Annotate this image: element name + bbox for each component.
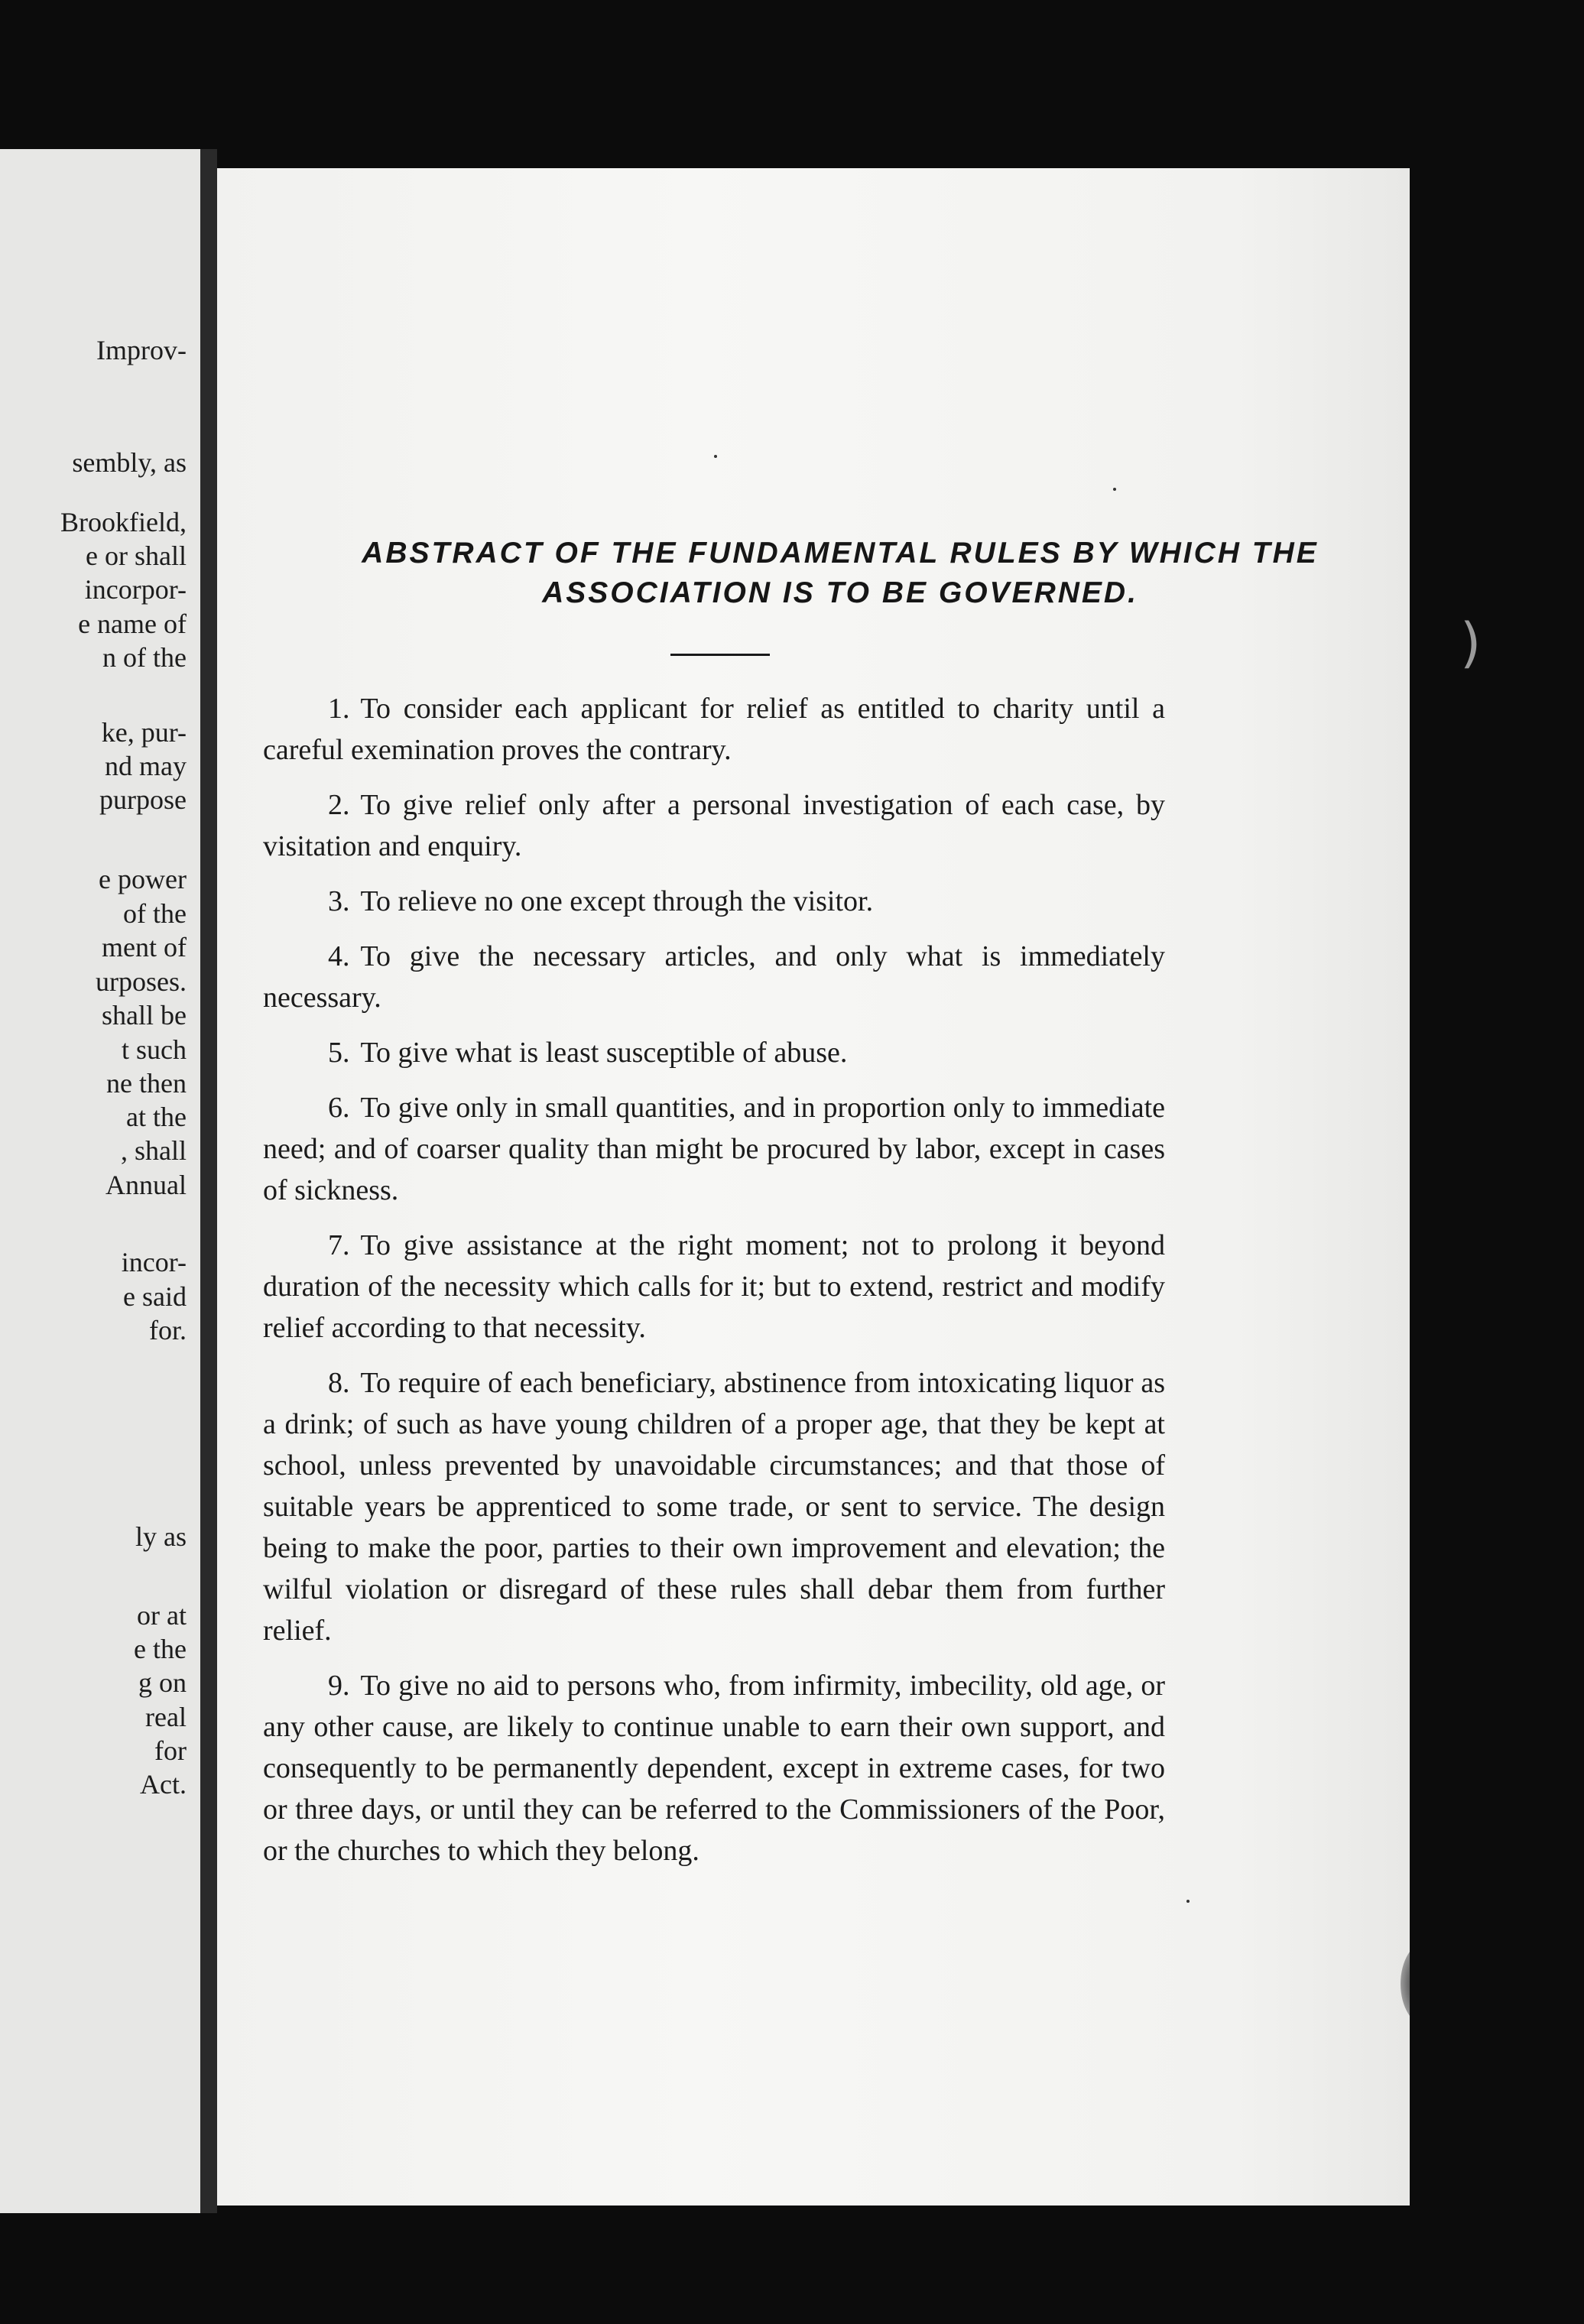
rule-number: 9. (328, 1670, 350, 1702)
heading-divider (670, 654, 770, 656)
left-page-text-fragment: incor- (121, 1247, 187, 1277)
rule-text: To give assistance at the right moment; not to prolong it beyond duration of the necessity which calls for it; but to extend, restrict and modify relief according to that necessity. (263, 1229, 1165, 1344)
rule-item (263, 1087, 1165, 1211)
left-page-text-fragment: real (145, 1702, 187, 1732)
rule-number: 4. (328, 940, 350, 972)
left-page-text-fragment: g on (138, 1667, 187, 1698)
left-page-text-fragment: purpose (99, 784, 187, 815)
rule-item (263, 1032, 1165, 1073)
rules-list (263, 688, 1165, 1885)
paper-speck (1186, 1900, 1190, 1903)
left-page-text-fragment: ment of (102, 932, 187, 962)
left-page-text-fragment: e power (99, 864, 187, 894)
left-page-text-fragment: at the (126, 1102, 187, 1132)
rule-item (263, 784, 1165, 867)
left-page-text-fragment: Brookfield, (60, 507, 187, 537)
rule-item (263, 1362, 1165, 1651)
left-page-text-fragment: Annual (105, 1170, 187, 1200)
left-page-text-fragment: t such (122, 1034, 187, 1065)
rule-number: 6. (328, 1092, 350, 1124)
left-page-text-fragment: for (154, 1735, 187, 1766)
ink-stain (1401, 1942, 1410, 2026)
rule-item (263, 688, 1165, 771)
left-page-text-fragment: of the (123, 898, 187, 929)
paper-speck (714, 455, 717, 458)
left-page-text-fragment: ke, pur- (101, 717, 187, 748)
left-page-text-fragment: urposes. (96, 966, 187, 997)
rule-text: To give no aid to persons who, from infirmity, imbecility, old age, or any other cause, are likely to continue unable to earn their own support, and consequently to be permanently dependent, except in extreme cases, for two or three days, or until they can be referred to the Commissioners of the Poor, or the churches to which they belong. (263, 1670, 1165, 1867)
margin-bracket-mark: ) (1460, 612, 1482, 674)
rule-text: To give only in small quantities, and in proportion only to immediate need; and of coarser quality than might be procured by labor, except in cases of sickness. (263, 1092, 1165, 1206)
left-page-text-fragment: Improv- (96, 335, 187, 365)
heading-line-1: ABSTRACT OF THE FUNDAMENTAL RULES BY WHICH THE (362, 537, 1319, 570)
rule-text: To consider each applicant for relief as entitled to charity until a careful exemination proves the contrary. (263, 693, 1165, 766)
left-page-text-fragment: e or shall (86, 540, 187, 571)
left-page-text-fragment: nd may (105, 751, 187, 781)
rule-number: 1. (328, 693, 350, 725)
left-page-text-fragment: for. (149, 1315, 187, 1345)
rule-text: To require of each beneficiary, abstinence from intoxicating liquor as a drink; of such as have young children of a proper age, that they be kept at school, unless prevented by unavoidable circumstances; and that those of suitable years be apprenticed to some trade, or sent to service. The design being to make the poor, parties to their own improvement and elevation; the wilful violation or disregard of these rules shall debar them from further relief. (263, 1367, 1165, 1647)
left-page-text-fragment: , shall (121, 1135, 187, 1166)
rule-text: To relieve no one except through the visitor. (360, 885, 874, 917)
left-page-text-fragment: ne then (106, 1068, 187, 1099)
left-page-text-fragment: e name of (78, 609, 187, 639)
rule-item (263, 936, 1165, 1018)
left-page-text-fragment: ly as (135, 1521, 187, 1552)
rule-number: 8. (328, 1367, 350, 1399)
paper-speck (1113, 488, 1116, 491)
left-page-text-fragment: Act. (140, 1769, 187, 1800)
rule-item (263, 1665, 1165, 1871)
left-page-text-fragment: e the (134, 1634, 187, 1664)
left-page-text-fragment: or at (137, 1600, 187, 1631)
left-page-text-fragment: n of the (102, 642, 187, 673)
left-page-text-fragment: shall be (102, 1000, 187, 1031)
rule-number: 7. (328, 1229, 350, 1261)
book-gutter (200, 149, 217, 2213)
rule-number: 2. (328, 789, 350, 821)
rule-item (263, 1225, 1165, 1349)
rule-number: 5. (328, 1037, 350, 1069)
rule-text: To give what is least susceptible of abuse. (360, 1037, 848, 1069)
left-page-text-fragment: incorpor- (84, 574, 187, 605)
rule-text: To give the necessary articles, and only what is immediately necessary. (263, 940, 1165, 1014)
left-page-fragment (0, 149, 200, 2213)
rule-number: 3. (328, 885, 350, 917)
document-heading (217, 534, 1410, 613)
left-page-text-fragment: sembly, as (72, 447, 187, 478)
rule-item (263, 881, 1165, 922)
document-page (217, 168, 1410, 2206)
rule-text: To give relief only after a personal investigation of each case, by visitation and enquiry. (263, 789, 1165, 862)
left-page-text-fragment: e said (123, 1281, 187, 1312)
heading-line-2: ASSOCIATION IS TO BE GOVERNED. (542, 576, 1138, 609)
